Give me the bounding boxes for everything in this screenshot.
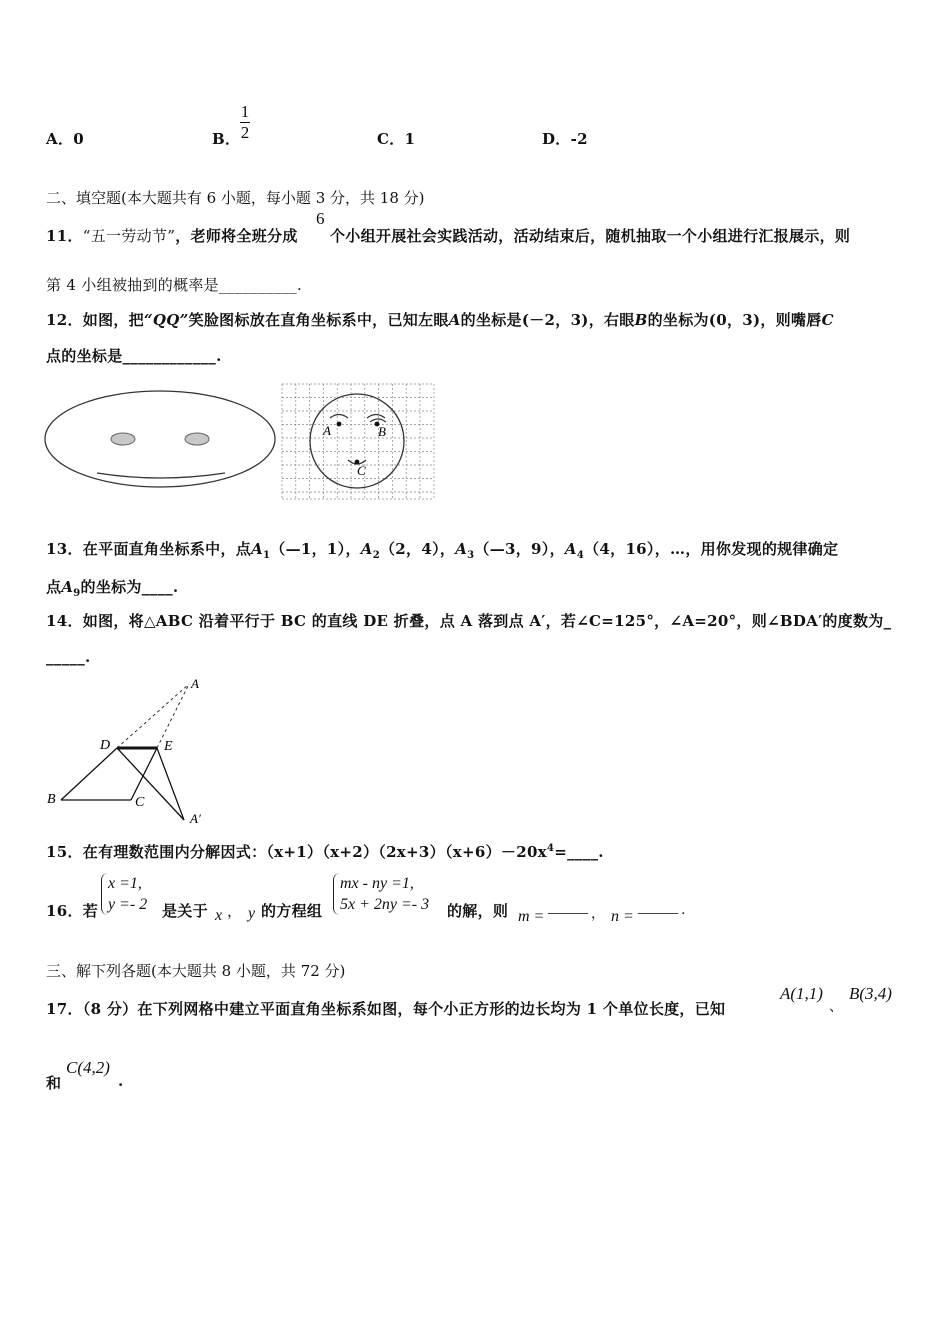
fraction-denominator: 2 xyxy=(240,123,250,142)
q16-end: . xyxy=(681,902,686,918)
section2-header: 二、填空题(本大题共有 6 小题，每小题 3 分，共 18 分) xyxy=(46,189,425,207)
qq-point-a xyxy=(337,422,342,427)
q13-p2: A xyxy=(360,540,373,558)
q13-text: 13．在平面直角坐标系中，点 xyxy=(46,540,252,558)
q16-comma: ， xyxy=(227,902,243,920)
q16-blank-m: _____ xyxy=(548,899,588,916)
q13-p1: A xyxy=(251,540,264,558)
option-d: D．-2 xyxy=(542,130,588,148)
q17-point-a: A(1,1) xyxy=(780,984,823,1003)
coordinate-grid xyxy=(282,384,434,499)
q11-six: 6 xyxy=(316,209,325,228)
q16-system1 xyxy=(101,873,147,915)
q17-point-c: C(4,2) xyxy=(66,1058,110,1077)
section3-header: 三、解下列各题(本大题共 8 小题，共 72 分) xyxy=(46,962,346,980)
label-e: E xyxy=(164,739,173,754)
q15-line xyxy=(46,841,604,862)
q16-blank-n: _____ xyxy=(638,899,678,916)
option-b-label: B． xyxy=(212,130,241,148)
q17-line1: 17．（8 分）在下列网格中建立平面直角坐标系如图，每个小正方形的边长均为 1 个单位长度，已知 xyxy=(46,1000,726,1018)
fold-dashed-ea xyxy=(157,684,189,748)
q16-sys1-line1: x =1, xyxy=(108,875,142,892)
q12-text-a: 12．如图，把 xyxy=(46,311,144,329)
q13-p3-val: （—3，9）， xyxy=(474,540,565,558)
q17-point-b: B(3,4) xyxy=(849,984,892,1003)
option-a: A．0 xyxy=(46,130,84,148)
label-c: C xyxy=(135,795,145,810)
q11-line2: 第 4 小组被抽到的概率是__________. xyxy=(46,276,303,294)
q16-sys1-line2: y =- 2 xyxy=(108,896,148,913)
q16-m-eq: m = xyxy=(518,908,545,925)
label-a: A xyxy=(191,676,199,691)
q16-var-x: x xyxy=(215,907,223,924)
option-b-fraction xyxy=(240,102,250,143)
q15-tail: =____. xyxy=(554,843,604,861)
segment-bd xyxy=(61,748,117,800)
smiley-face-outline xyxy=(45,391,275,487)
q13-p9-sub: 9 xyxy=(73,588,81,599)
q13-p1-val: （—1，1）， xyxy=(270,540,361,558)
q12-figure xyxy=(42,378,442,504)
q13-p4-sub: 4 xyxy=(576,550,585,561)
q14-line2: _____. xyxy=(46,648,91,666)
q16-mid1: 是关于 xyxy=(162,902,208,920)
segment-da-prime xyxy=(117,748,184,820)
smiley-mouth xyxy=(97,473,225,478)
q13-text2b: 的坐标为____. xyxy=(80,578,179,596)
label-a-prime: A′ xyxy=(190,811,201,826)
q17-end: . xyxy=(118,1072,124,1090)
qq-label-c: C xyxy=(357,463,366,478)
q13-p1-sub: 1 xyxy=(263,550,271,561)
fraction-numerator: 1 xyxy=(240,102,250,121)
q12-a: A xyxy=(448,311,461,329)
q16-number: 16．若 xyxy=(46,902,99,920)
q16-comma2: ， xyxy=(591,906,605,922)
q17-line2: 和 xyxy=(46,1074,62,1092)
q16-sys2-line1: mx - ny =1, xyxy=(340,875,414,892)
q11-text-a: ，老师将全班分成 xyxy=(175,227,298,245)
q13-p4: A xyxy=(564,540,577,558)
q13-p2-sub: 2 xyxy=(372,550,380,561)
q16-mid2: 的方程组 xyxy=(261,902,323,920)
q12-text-d: 的坐标为(0，3)，则嘴唇 xyxy=(647,311,822,329)
q17-separator: 、 xyxy=(829,999,843,1015)
q15-text: 15．在有理数范围内分解因式：（x+1）（x+2）（2x+3）（x+6）－20x xyxy=(46,843,547,861)
q16-var-y: y xyxy=(248,905,256,922)
fold-dashed-da xyxy=(117,684,189,748)
q14-line1: 14．如图，将△ABC 沿着平行于 BC 的直线 DE 折叠，点 A 落到点 A′，若∠C=125°，∠A=20°，则∠BDA′的度数为_ xyxy=(46,612,892,630)
segment-ce xyxy=(131,748,157,800)
q13-p2-val: （2，4）， xyxy=(380,540,456,558)
smiley-right-eye xyxy=(185,433,209,445)
q11-text-b: 个小组开展社会实践活动，活动结束后，随机抽取一个小组进行汇报展示，则 xyxy=(330,227,851,245)
q12-qq: “QQ” xyxy=(143,311,189,329)
q11-line1 xyxy=(46,225,298,246)
option-c: C．1 xyxy=(377,130,416,148)
q16-system2 xyxy=(333,873,429,915)
q13-line1 xyxy=(46,538,838,561)
q13-p4-val: （4，16），…，用你发现的规律确定 xyxy=(584,540,839,558)
qq-left-brow xyxy=(330,415,348,419)
qq-label-b: B xyxy=(378,424,386,439)
q12-text-b: 笑脸图标放在直角坐标系中，已知左眼 xyxy=(188,311,449,329)
q12-text-c: 的坐标是(－2，3)，右眼 xyxy=(460,311,635,329)
qq-label-a: A xyxy=(323,423,331,438)
q12-b: B xyxy=(634,311,648,329)
q12-c: C xyxy=(821,311,834,329)
q16-n-eq: n = xyxy=(611,908,634,925)
q13-text2a: 点 xyxy=(46,578,62,596)
q11-number: 11． xyxy=(46,227,83,245)
q13-p3-sub: 3 xyxy=(467,550,475,561)
q13-p3: A xyxy=(455,540,468,558)
q15-exponent: 4 xyxy=(546,843,555,854)
smiley-left-eye xyxy=(111,433,135,445)
q12-line2: 点的坐标是____________. xyxy=(46,347,222,365)
label-b: B xyxy=(47,792,56,807)
q16-sys2-line2: 5x + 2ny =- 3 xyxy=(340,896,430,913)
qq-right-brow xyxy=(367,415,385,419)
q14-figure xyxy=(44,672,224,830)
q13-line2 xyxy=(46,576,178,599)
segment-ea-prime xyxy=(157,748,184,820)
q13-p9: A xyxy=(61,578,74,596)
q16-mid3: 的解，则 xyxy=(447,902,509,920)
q11-quote: “五一劳动节” xyxy=(82,227,176,245)
label-d: D xyxy=(100,738,111,753)
q12-line1 xyxy=(46,309,834,330)
qq-right-eye-arc xyxy=(370,419,386,422)
